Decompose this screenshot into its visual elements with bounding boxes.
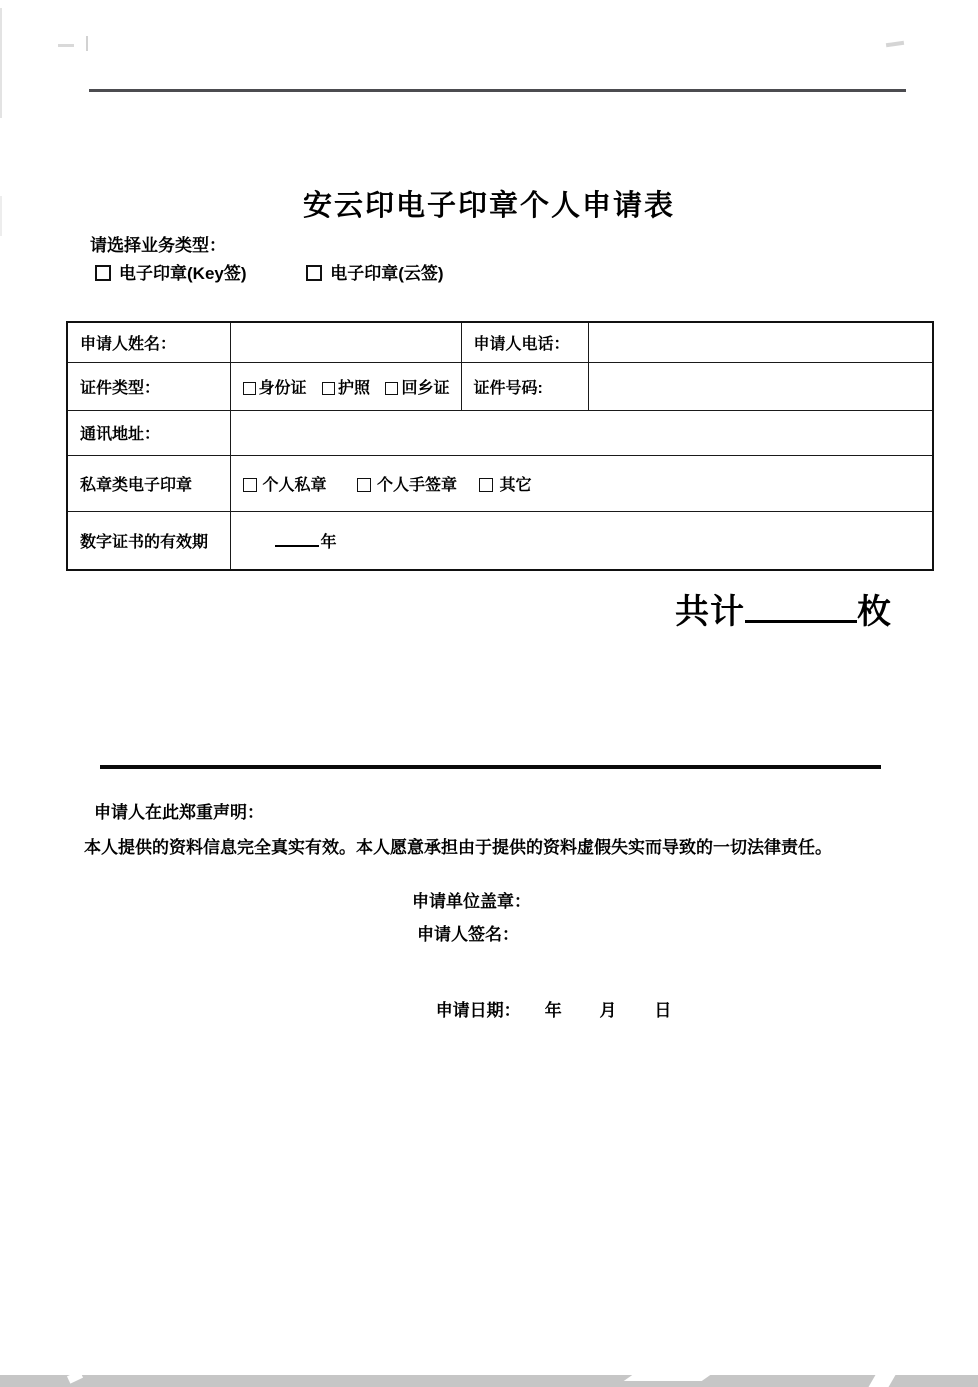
checkbox-icon[interactable] — [357, 478, 371, 492]
checkbox-icon[interactable] — [306, 265, 322, 281]
private-seal-option — [243, 477, 327, 494]
checkbox-icon[interactable] — [322, 382, 335, 395]
checkbox-label: 电子印章(Key签) — [119, 264, 247, 283]
scan-artifact — [86, 36, 88, 51]
table-row — [67, 362, 933, 410]
application-table — [66, 321, 934, 571]
checkbox-icon[interactable] — [479, 478, 493, 492]
checkbox-label: 个人私章 — [262, 476, 327, 494]
private-seal-label: 私章类电子印章 — [67, 455, 230, 511]
address-label: 通讯地址： — [67, 410, 230, 455]
declaration-body: 本人提供的资料信息完全真实有效。本人愿意承担由于提供的资料虚假失实而导致的一切法律责任。 — [84, 838, 832, 857]
applicant-name-label: 申请人姓名： — [67, 322, 230, 362]
checkbox-label: 身份证 — [258, 379, 307, 397]
scan-artifact — [886, 41, 904, 47]
total-blank[interactable] — [745, 594, 857, 623]
scan-artifact — [67, 1370, 83, 1383]
id-type-option — [322, 380, 370, 397]
table-row — [67, 455, 933, 511]
business-type-option-cloud — [306, 264, 443, 283]
applicant-phone-label: 申请人电话： — [461, 322, 588, 362]
id-type-option — [385, 380, 449, 397]
date-placeholders: 年 月 日 — [544, 1001, 674, 1021]
applicant-signature-label: 申请人签名： — [417, 925, 519, 945]
table-row — [67, 511, 933, 570]
top-horizontal-rule — [89, 89, 906, 92]
applicant-phone-field[interactable] — [588, 322, 933, 362]
cert-validity-blank[interactable] — [275, 531, 319, 547]
application-date-line — [412, 976, 673, 1041]
private-seal-option — [357, 477, 457, 494]
section-divider-rule — [100, 765, 881, 769]
cert-validity-label: 数字证书的有效期 — [67, 511, 230, 570]
scan-artifact — [58, 44, 74, 47]
scan-artifact — [0, 8, 2, 118]
business-type-prompt: 请选择业务类型： — [90, 236, 226, 255]
id-type-label: 证件类型： — [67, 362, 230, 410]
checkbox-label: 电子印章(云签) — [330, 264, 444, 283]
scan-artifact — [624, 1375, 711, 1381]
date-label: 申请日期： — [435, 1001, 521, 1021]
total-count-line — [675, 584, 892, 633]
checkbox-label: 回乡证 — [401, 379, 450, 397]
scan-bottom-edge — [0, 1375, 978, 1387]
checkbox-icon[interactable] — [243, 382, 256, 395]
unit-seal-label: 申请单位盖章： — [412, 892, 531, 912]
id-number-field[interactable] — [588, 362, 933, 410]
private-seal-option — [479, 477, 531, 494]
total-suffix: 枚 — [857, 592, 892, 632]
cert-validity-unit: 年 — [320, 533, 337, 551]
checkbox-icon[interactable] — [95, 265, 111, 281]
business-type-options — [95, 259, 499, 284]
checkbox-icon[interactable] — [385, 382, 398, 395]
cert-validity-field — [230, 511, 933, 570]
id-number-label: 证件号码: — [461, 362, 588, 410]
address-field[interactable] — [230, 410, 933, 455]
checkbox-label: 护照 — [337, 379, 370, 397]
table-row — [67, 410, 933, 455]
scan-artifact — [869, 1375, 896, 1387]
checkbox-label: 其它 — [499, 476, 532, 494]
business-type-option-key — [95, 264, 251, 283]
checkbox-label: 个人手签章 — [376, 476, 457, 494]
private-seal-options — [230, 455, 933, 511]
declaration-heading: 申请人在此郑重声明： — [94, 803, 264, 822]
applicant-name-field[interactable] — [230, 322, 461, 362]
form-title: 安云印电子印章个人申请表 — [302, 190, 675, 222]
id-type-option — [243, 380, 307, 397]
id-type-options — [230, 362, 461, 410]
checkbox-icon[interactable] — [243, 478, 257, 492]
total-prefix: 共计 — [675, 592, 745, 632]
table-row — [67, 322, 933, 362]
